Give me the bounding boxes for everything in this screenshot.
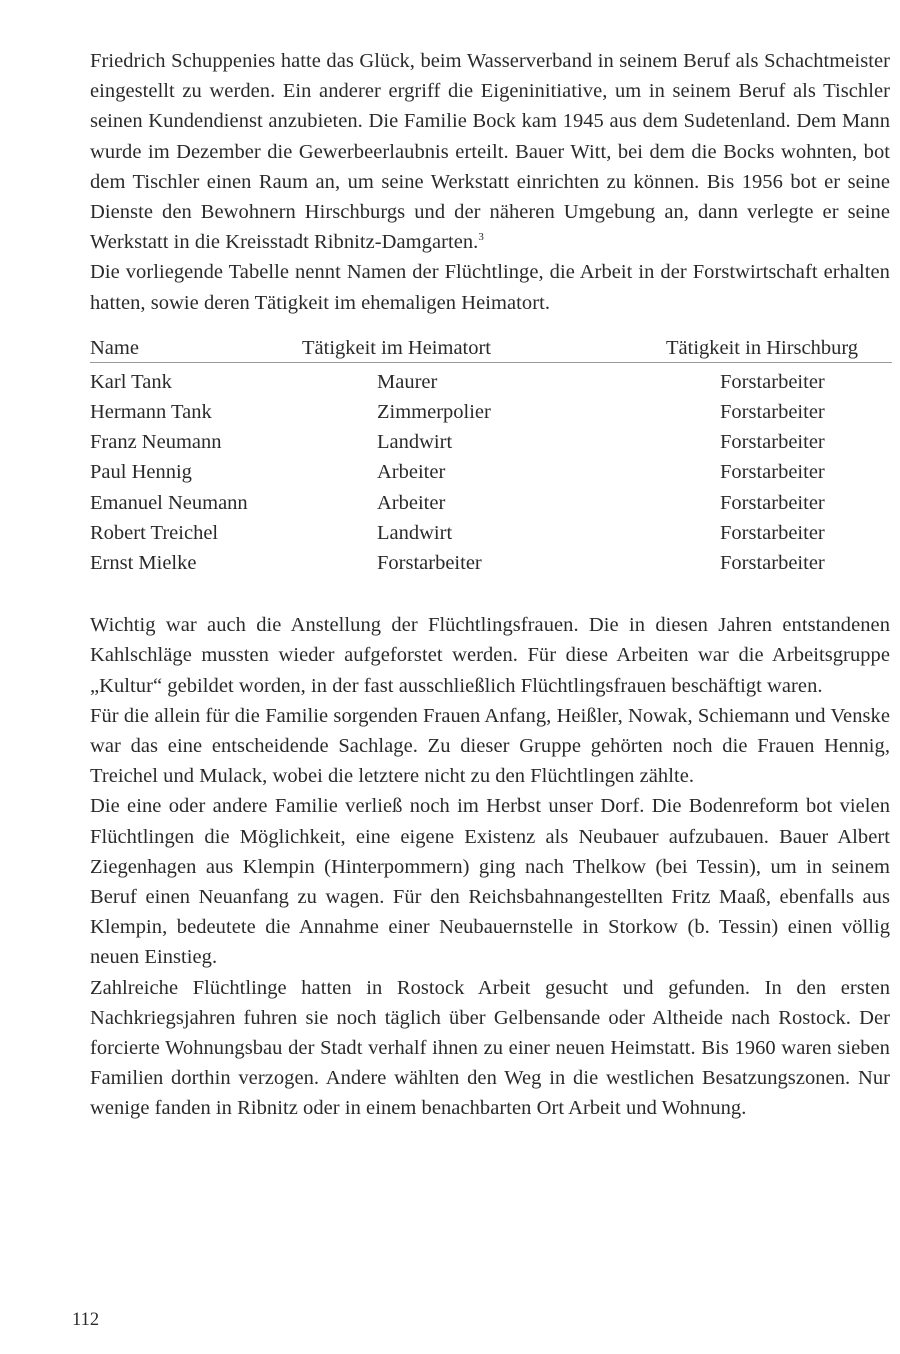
cell-hirschburg-occupation: Forstarbeiter	[720, 370, 825, 393]
paragraph-table-intro: Die vorliegende Tabelle nennt Namen der Flüchtlinge, die Arbeit in der Forstwirtschaft erhalten hatten, sowie deren Tätigkeit im ehemaligen Heimatort.	[90, 261, 890, 314]
table-row	[90, 367, 892, 397]
cell-hirschburg-occupation: Forstarbeiter	[720, 521, 825, 544]
cell-hometown-occupation: Maurer	[377, 370, 438, 393]
footnote-marker: 3	[478, 231, 484, 244]
paragraph-text: Friedrich Schuppenies hatte das Glück, beim Wasserverband in seinem Beruf als Schachtmeister eingestellt zu werden. Ein anderer ergriff die Eigeninitiative, um in seinem Beruf als Tischler seinen Kundendienst anzubieten. Die Familie Bock kam 1945 aus dem Sudetenland. Dem Mann wurde im Dezember die Gewerbeerlaubnis erteilt. Bauer Witt, bei dem die Bocks wohnten, bot dem Tischler einen Raum an, um seine Werkstatt einrichten zu können. Bis 1956 bot er seine Dienste den Bewohnern Hirschburgs und der näheren Umgebung an, dann verlegte er seine Werkstatt in die Kreisstadt Ribnitz-Damgarten.	[90, 50, 890, 254]
cell-name: Ernst Mielke	[90, 551, 197, 574]
header-hometown-occupation: Tätigkeit im Heimatort	[302, 336, 492, 359]
cell-hirschburg-occupation: Forstarbeiter	[720, 401, 825, 424]
table-row	[90, 488, 892, 518]
table-row	[90, 548, 892, 578]
table-row	[90, 518, 892, 548]
cell-name: Franz Neumann	[90, 431, 222, 454]
page-number: 112	[72, 1310, 100, 1330]
cell-hometown-occupation: Arbeiter	[377, 461, 446, 484]
cell-hirschburg-occupation: Forstarbeiter	[720, 431, 825, 454]
cell-hirschburg-occupation: Forstarbeiter	[720, 461, 825, 484]
paragraph-women-group: Für die allein für die Familie sorgenden Frauen Anfang, Heißler, Nowak, Schiemann und Venske war das eine entscheidende Sachlage. Zu dieser Gruppe gehörten noch die Frauen Hennig, Treichel und Mulack, wobei die letztere nicht zu den Flüchtlingen zählte.	[90, 704, 890, 788]
cell-name: Paul Hennig	[90, 461, 192, 484]
cell-name: Emanuel Neumann	[90, 491, 248, 514]
cell-hometown-occupation: Forstarbeiter	[377, 551, 482, 574]
cell-name: Robert Treichel	[90, 521, 219, 544]
table-row	[90, 457, 892, 487]
cell-hometown-occupation: Landwirt	[377, 521, 453, 544]
refugee-forestry-table	[90, 334, 892, 578]
cell-hirschburg-occupation: Forstarbeiter	[720, 491, 825, 514]
cell-name: Karl Tank	[90, 370, 172, 393]
header-hirschburg-occupation: Tätigkeit in Hirschburg	[666, 336, 859, 359]
page-content	[90, 46, 890, 1124]
paragraph-refugee-women: Wichtig war auch die Anstellung der Flüchtlingsfrauen. Die in diesen Jahren entstandenen Kahlschläge mussten wieder aufgeforstet werden. Für diese Arbeiten war die Arbeitsgruppe „Kultur“ gebildet worden, in der fast ausschließlich Flüchtlingsfrauen beschäftigt waren.	[90, 614, 890, 697]
cell-name: Hermann Tank	[90, 401, 212, 424]
paragraph-rostock: Zahlreiche Flüchtlinge hatten in Rostock Arbeit gesucht und gefunden. In den ersten Nachkriegsjahren fuhren sie noch täglich über Gelbensande oder Altheide nach Rostock. Der forcierte Wohnungsbau der Stadt verhalf ihnen zu einer neuen Heimstatt. Bis 1960 waren sieben Familien dorthin verzogen. Andere wählten den Weg in die westlichen Besatzungszonen. Nur wenige fanden in Ribnitz oder in einem benachbarten Ort Arbeit und Wohnung.	[90, 976, 890, 1120]
header-name: Name	[90, 336, 139, 359]
cell-hirschburg-occupation: Forstarbeiter	[720, 551, 825, 574]
cell-hometown-occupation: Landwirt	[377, 431, 453, 454]
table-row	[90, 397, 892, 427]
paragraph-schuppenies	[90, 46, 890, 257]
table-body	[90, 367, 892, 578]
cell-hometown-occupation: Arbeiter	[377, 491, 446, 514]
table-header-row	[90, 334, 892, 363]
paragraph-land-reform: Die eine oder andere Familie verließ noch im Herbst unser Dorf. Die Bodenreform bot vielen Flüchtlingen die Möglichkeit, eine eigene Existenz als Neubauer aufzubauen. Bauer Albert Ziegenhagen aus Klempin (Hinterpommern) ging nach Thelkow (bei Tessin), um in seinem Beruf einen Neuanfang zu wagen. Für den Reichsbahnangestellten Fritz Maaß, ebenfalls aus Klempin, bedeutete die Annahme einer Neubauernstelle in Storkow (b. Tessin) einen völlig neuen Einstieg.	[90, 795, 890, 969]
table-row	[90, 427, 892, 457]
cell-hometown-occupation: Zimmerpolier	[377, 401, 491, 424]
